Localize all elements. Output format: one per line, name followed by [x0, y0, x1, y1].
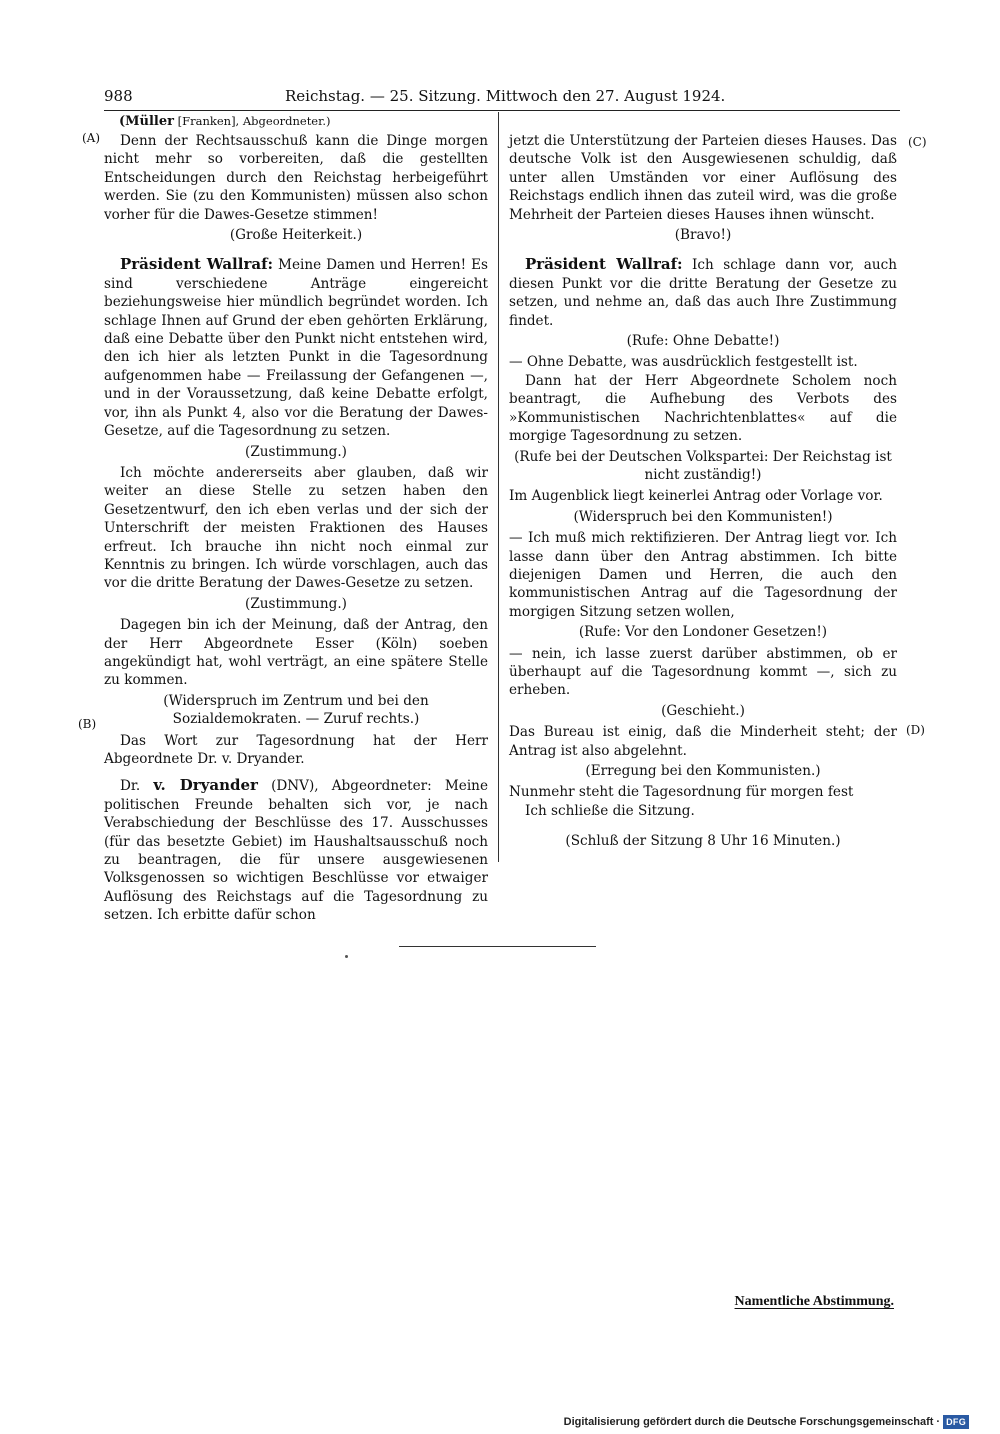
- right-column: [509, 132, 897, 851]
- left-paragraph-1: Denn der Rechtsausschuß kann die Dinge morgen nicht mehr so vorbereiten, daß die gestellten Entscheidungen durch den Reichstag herbeigeführt werden. Sie (zu den Kommunisten) müssen also schon vorher für die Dawes-Gesetze stimmen!: [104, 133, 488, 223]
- right-paragraph-6: — Ich muß mich rektifizieren. Der Antrag liegt vor. Ich lasse dann über den Antrag abstimmen. Ich bitte diejenigen Damen und Herren, die auch den kommunistischen Antrag auf die Tagesordnung der morgigen Sitzung setzen wollen,: [509, 530, 897, 620]
- right-interjection-7: (Erregung bei den Kommunisten.): [585, 763, 821, 779]
- left-paragraph-5: Das Wort zur Tagesordnung hat der Herr Abgeordnete Dr. v. Dryander.: [104, 732, 488, 767]
- right-paragraph-3: — Ohne Debatte, was ausdrücklich festgestellt ist.: [509, 354, 858, 371]
- right-interjection-2: (Rufe: Ohne Debatte!): [626, 333, 780, 350]
- left-interjection-1: (Große Heiterkeit.): [229, 227, 363, 244]
- left-speaker-2-suffix: (DNV), Abgeordneter:: [271, 778, 432, 795]
- credit-text: Digitalisierung gefördert durch die Deutsche Forschungsgemeinschaft: [563, 1416, 934, 1428]
- right-paragraph-9: Nunmehr steht die Tagesordnung für morgen fest: [509, 784, 854, 801]
- left-interjection-4: (Widerspruch im Zentrum und bei den Sozialdemokraten. — Zuruf rechts.): [163, 692, 429, 728]
- right-interjection-3: (Rufe bei der Deutschen Volkspartei: Der Reichstag ist nicht zuständig!): [514, 448, 892, 483]
- page-header: [104, 87, 726, 109]
- speaker-continuation: [119, 114, 331, 129]
- left-gap-2: [104, 768, 488, 776]
- left-paragraph-2: [104, 255, 488, 440]
- left-paragraph-4: Dagegen bin ich der Meinung, daß der Antrag, den der Herr Abgeordnete Esser (Köln) soeben angekündigt hat, wohl verträgt, an eine spätere Stelle zu kommen.: [104, 617, 488, 689]
- section-heading-roll-call-vote: Namentliche Abstimmung.: [734, 1294, 894, 1309]
- page-number: 988: [104, 87, 133, 105]
- print-speck: [345, 955, 348, 958]
- right-paragraph-2: [509, 255, 897, 330]
- right-paragraph-5: Im Augenblick liegt keinerlei Antrag oder Vorlage vor.: [509, 488, 883, 505]
- digitization-credit: [564, 1414, 969, 1430]
- left-speaker-2-prefix: Dr.: [120, 778, 141, 795]
- right-paragraph-2-text: Ich schlage dann vor, auch diesen Punkt vor die dritte Beratung der Gesetze zu setzen, und nehme an, daß das auch Ihre Zustimmung findet.: [509, 257, 897, 329]
- right-paragraph-8: Das Bureau ist einig, daß die Minderheit steht; der Antrag ist also abgelehnt.: [509, 724, 897, 759]
- margin-mark-a: (A): [82, 131, 101, 145]
- left-paragraph-6-text: Meine politischen Freunde behalten sich vor, je nach Verabschiedung der Beschlüsse des 17. Ausschusses (für das besetzte Gebiet) im Haushaltsausschuß noch zu beantragen, die für unsere ausgewiesenen Volksgenossen so wichtigen Beschlüsse vor etwaiger Auflösung des Reichstags auf die Tagesordnung zu setzen. Ich erbitte dafür schon: [104, 778, 488, 924]
- dfg-logo-icon: DFG: [943, 1415, 969, 1429]
- speaker-continuation-name: (Müller: [119, 114, 174, 129]
- left-interjection-2: (Zustimmung.): [245, 443, 347, 460]
- header-rule: [104, 110, 900, 111]
- left-paragraph-2-text: Meine Damen und Herren! Es sind verschiedene Anträge eingereicht beziehungsweise hier mündlich begründet worden. Ich schlage Ihnen auf Grund der eben gehörten Erklärung, daß eine Debatte über den Punkt nicht entstehen wird, den ich hier als letzten Punkt in die Tagesordnung aufgenommen habe — Freilassung der Gefangenen —, und in der Voraussetzung, daß keine Debatte erfolgt, vor, ihn als Punkt 4, also vor die Beratung der Dawes-Gesetze, auf die Tagesordnung zu setzen.: [104, 257, 489, 440]
- left-speaker-2: v. Dryander: [153, 776, 258, 795]
- right-gap-1: [509, 247, 897, 255]
- left-interjection-3: (Zustimmung.): [245, 595, 347, 612]
- right-paragraph-1: jetzt die Unterstützung der Parteien dieses Hauses. Das deutsche Volk ist den Ausgewiesenen schuldig, daß unter allen Umständen vor einer Auflösung des Reichstags endlich ihnen das zuteil wird, was die große Mehrheit der Parteien dieses Hauses ihnen wünscht.: [509, 133, 897, 223]
- right-interjection-1: (Bravo!): [674, 227, 732, 244]
- margin-mark-d: (D): [906, 723, 925, 737]
- session-closing: (Schluß der Sitzung 8 Uhr 16 Minuten.): [565, 833, 841, 850]
- credit-separator: ·: [936, 1416, 941, 1428]
- right-interjection-6: (Geschieht.): [661, 702, 745, 719]
- column-divider: [498, 112, 499, 862]
- left-paragraph-6: [104, 776, 488, 924]
- right-paragraph-7: — nein, ich lasse zuerst darüber abstimmen, ob er überhaupt auf die Tagesordnung kommt —, sich zu erheben.: [509, 645, 897, 699]
- section-end-rule: [399, 946, 596, 947]
- left-paragraph-3: Ich möchte andererseits aber glauben, daß wir weiter an diese Stelle zu setzen haben den Gesetzentwurf, den ich eben verlas und der sich der Unterschrift der meisten Fraktionen des Hauses erfreut. Ich brauche ihn nicht noch einmal zur Kenntnis zu bringen. Ich würde vorschlagen, auch das vor die dritte Beratung der Dawes-Gesetze zu setzen.: [104, 464, 488, 592]
- left-column: [104, 132, 488, 925]
- right-paragraph-4: Dann hat der Herr Abgeordnete Scholem noch beantragt, die Aufhebung des Verbots des »Kommunistischen Nachrichtenblattes« auf die morgige Tagesordnung zu setzen.: [509, 372, 897, 445]
- margin-mark-b: (B): [78, 717, 97, 731]
- right-speaker-1: Präsident Wallraf:: [525, 255, 683, 274]
- right-paragraph-10: Ich schließe die Sitzung.: [525, 802, 695, 819]
- right-interjection-4: (Widerspruch bei den Kommunisten!): [573, 508, 833, 525]
- right-interjection-5: (Rufe: Vor den Londoner Gesetzen!): [578, 624, 828, 641]
- header-title: Reichstag. — 25. Sitzung. Mittwoch den 27. August 1924.: [285, 87, 726, 105]
- margin-mark-c: (C): [908, 135, 927, 149]
- left-speaker-1: Präsident Wallraf:: [120, 255, 274, 274]
- left-gap-1: [104, 247, 488, 255]
- speaker-continuation-detail: [Franken], Abgeordneter.): [177, 114, 331, 128]
